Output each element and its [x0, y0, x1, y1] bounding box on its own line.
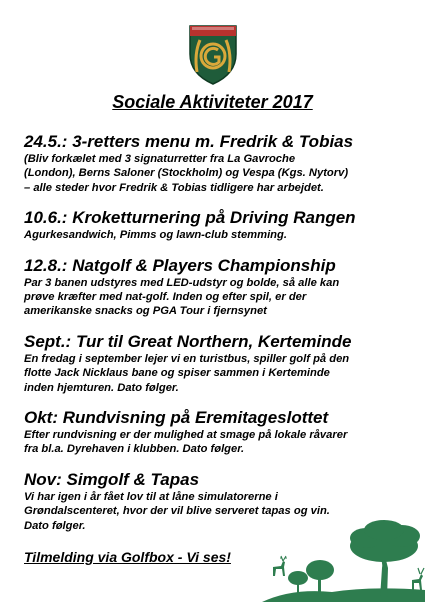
event-item — [24, 208, 416, 242]
club-crest-icon — [188, 24, 238, 86]
event-heading: Okt: Rundvisning på Eremitageslottet — [24, 408, 329, 428]
event-description — [24, 352, 416, 395]
event-line: inden hjemturen. Dato følger. — [24, 381, 179, 394]
event-item — [24, 408, 416, 457]
event-description — [24, 152, 416, 195]
event-line: Grøndalscenteret, hvor der vil blive serveret tapas og vin. — [24, 505, 330, 518]
event-line: Dato følger. — [24, 519, 86, 532]
event-item — [24, 132, 416, 195]
event-line: (London), Berns Saloner (Stockholm) og Vespa (Kgs. Nytorv) — [24, 167, 349, 180]
event-heading: Sept.: Tur til Great Northern, Kerteminde — [24, 331, 352, 351]
event-line: Vi har igen i år fået lov til at låne simulatorerne i — [24, 490, 278, 503]
event-description — [24, 428, 416, 457]
event-line: – alle steder hvor Fredrik & Tobias tidligere har arbejdet. — [24, 181, 324, 194]
page-title: Sociale Aktiviteter 2017 — [112, 92, 313, 112]
event-list — [24, 132, 416, 546]
event-item — [24, 256, 416, 319]
event-heading: Nov: Simgolf & Tapas — [24, 469, 200, 489]
event-line: flotte Jack Nicklaus bane og spiser sammen i Kerteminde — [24, 367, 330, 380]
deer-icon — [270, 554, 292, 578]
event-heading: 24.5.: 3-retters menu m. Fredrik & Tobias — [24, 132, 354, 151]
event-heading: 10.6.: Kroketturnering på Driving Rangen — [24, 208, 356, 228]
event-heading: 12.8.: Natgolf & Players Championship — [24, 255, 336, 275]
event-line: Par 3 banen udstyres med LED-udstyr og bolde, så alle kan — [24, 276, 340, 289]
event-line: prøve kræfter med nat-golf. Inden og efter spil, er der — [24, 291, 307, 304]
event-line: (Bliv forkælet med 3 signaturretter fra La Gavroche — [24, 153, 296, 165]
signup-text: Tilmelding via Golfbox - Vi ses! — [24, 549, 231, 565]
event-description — [24, 276, 416, 319]
event-line: En fredag i september lejer vi en turistbus, spiller golf på den — [24, 352, 350, 365]
event-line: amerikanske snacks og PGA Tour i fjernsynet — [24, 305, 267, 318]
event-line: Agurkesandwich, Pimms og lawn-club stemming. — [24, 229, 287, 242]
event-line: Efter rundvisning er der mulighed at smage på lokale råvarer — [24, 429, 348, 442]
event-line: fra bl.a. Dyrehaven i klubben. Dato følger. — [24, 443, 245, 456]
event-description — [24, 228, 416, 242]
event-item — [24, 332, 416, 395]
